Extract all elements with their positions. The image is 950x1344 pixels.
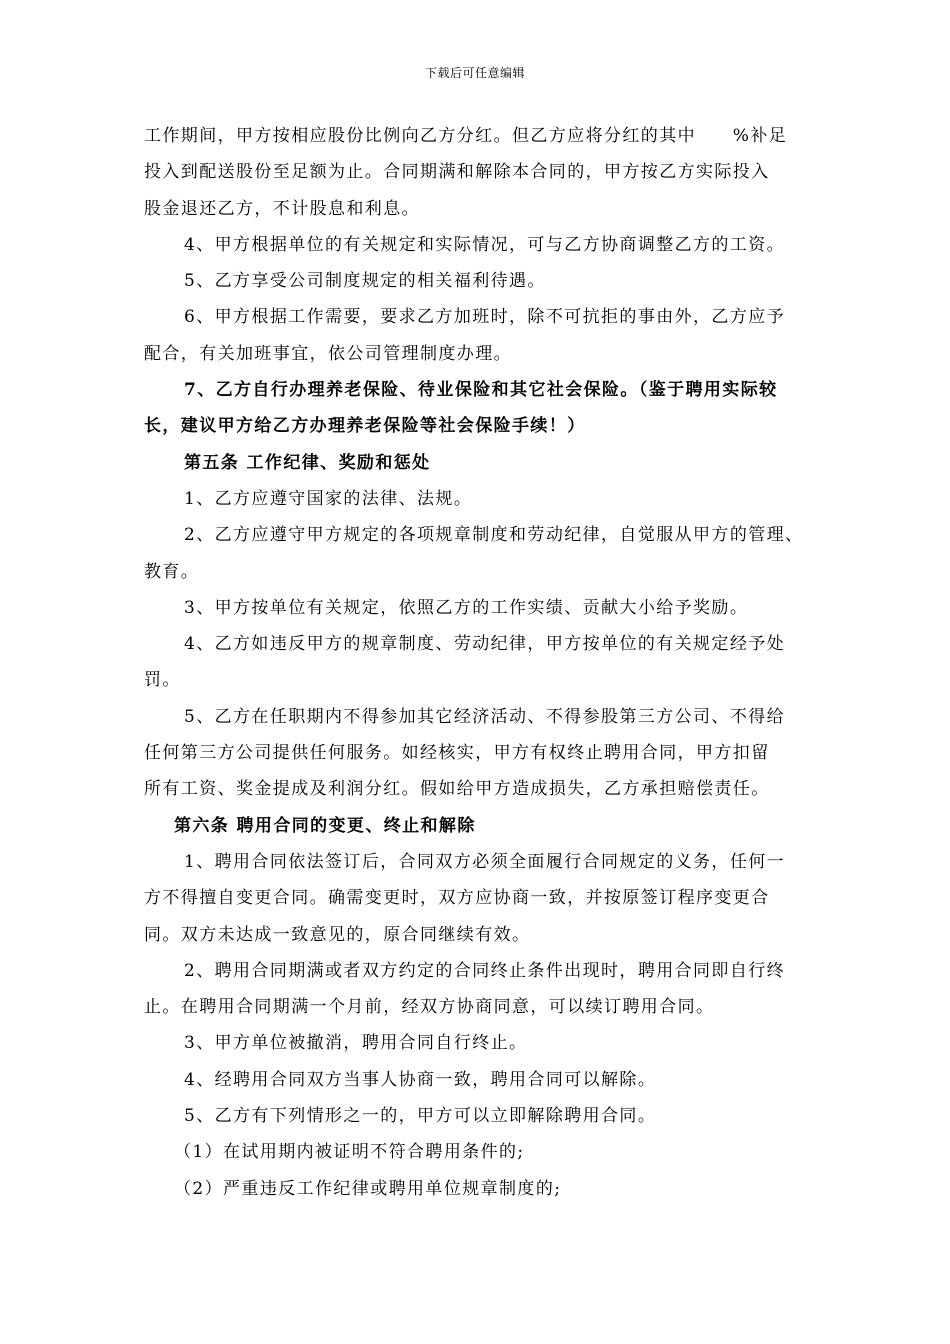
paragraph-line: 长，建议甲方给乙方办理养老保险等社会保险手续！） [144, 416, 586, 437]
paragraph-line: 教育。 [144, 561, 200, 582]
clause-2: 2、乙方应遵守甲方规定的各项规章制度和劳动纪律，自觉服从甲方的管理、 [184, 525, 804, 546]
sub-clause-1: （1）在试用期内被证明不符合聘用条件的; [174, 1142, 525, 1163]
paragraph-line: 同。双方未达成一致意见的，原合同继续有效。 [144, 924, 531, 945]
paragraph-line: 投入到配送股份至足额为止。合同期满和解除本合同的，甲方按乙方实际投入 [144, 162, 770, 183]
paragraph-line: 罚。 [144, 670, 181, 691]
clause-1: 1、乙方应遵守国家的法律、法规。 [184, 488, 473, 509]
clause-3: 3、甲方单位被撤消，聘用合同自行终止。 [184, 1033, 528, 1054]
paragraph-line: 配合，有关加班事宜，依公司管理制度办理。 [144, 343, 512, 364]
clause-4: 4、乙方如违反甲方的规章制度、劳动纪律，甲方按单位的有关规定经予处 [184, 634, 786, 655]
clause-1: 1、聘用合同依法签订后，合同双方必须全面履行合同规定的义务，任何一 [184, 851, 786, 872]
section-heading-6: 第六条 聘用合同的变更、终止和解除 [174, 815, 476, 836]
paragraph-line: 方不得擅自变更合同。确需变更时，双方应协商一致，并按原签订程序变更合 [144, 888, 770, 909]
page-header: 下载后可任意编辑 [424, 66, 525, 80]
clause-7: 7、乙方自行办理养老保险、待业保险和其它社会保险。（鉴于聘用实际较 [184, 380, 778, 401]
paragraph-line: 任何第三方公司提供任何服务。如经核实，甲方有权终止聘用合同，甲方扣留 [144, 743, 770, 764]
section-heading-5: 第五条 工作纪律、奖励和惩处 [184, 452, 431, 473]
paragraph-line: 止。在聘用合同期满一个月前，经双方协商同意，可以续订聘用合同。 [144, 997, 715, 1018]
clause-4: 4、甲方根据单位的有关规定和实际情况，可与乙方协商调整乙方的工资。 [184, 234, 786, 255]
paragraph-line: 股金退还乙方，不计股息和利息。 [144, 198, 420, 219]
clause-5: 5、乙方有下列情形之一的，甲方可以立即解除聘用合同。 [184, 1106, 657, 1127]
paragraph-line: 所有工资、奖金提成及利润分红。假如给甲方造成损失，乙方承担赔偿责任。 [144, 779, 770, 800]
sub-clause-2: （2）严重违反工作纪律或聘用单位规章制度的; [174, 1178, 562, 1199]
clause-3: 3、甲方按单位有关规定，依照乙方的工作实绩、贡献大小给予奖励。 [184, 597, 749, 618]
clause-6: 6、甲方根据工作需要，要求乙方加班时，除不可抗拒的事由外，乙方应予 [184, 307, 786, 328]
document-body [144, 118, 824, 1207]
clause-2: 2、聘用合同期满或者双方约定的合同终止条件出现时，聘用合同即自行终 [184, 960, 786, 981]
clause-5: 5、乙方享受公司制度规定的相关福利待遇。 [184, 271, 546, 292]
clause-5: 5、乙方在任职期内不得参加其它经济活动、不得参股第三方公司、不得给 [184, 706, 786, 727]
paragraph-line: 工作期间，甲方按相应股份比例向乙方分红。但乙方应将分红的其中 %补足 [144, 126, 788, 146]
clause-4: 4、经聘用合同双方当事人协商一致，聘用合同可以解除。 [184, 1069, 657, 1090]
